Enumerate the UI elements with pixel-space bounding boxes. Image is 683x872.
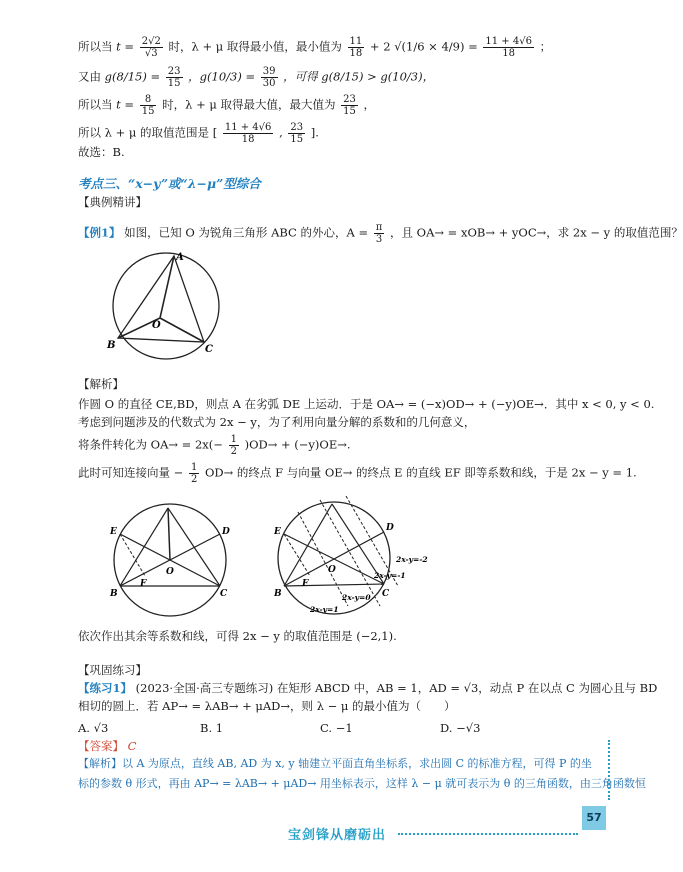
- option-b: B. 1: [200, 721, 224, 735]
- fraction: [483, 36, 534, 59]
- answer-choice: 故选：B.: [78, 145, 125, 159]
- frac-den: 2: [230, 446, 237, 457]
- math: t =: [116, 97, 135, 112]
- result-line-min: [78, 36, 551, 59]
- frac-num: π: [375, 222, 383, 233]
- text: ，且 OA→ = xOB→ + yOC→，求 2x − y 的取值范围？: [389, 225, 683, 240]
- decorative-dotted-line-horizontal: [398, 833, 578, 835]
- frac-den: 18: [502, 48, 516, 59]
- section-title: 考点三、“x−y”或“λ−μ”型综合: [78, 176, 261, 191]
- triangle: [118, 256, 204, 342]
- vector-oa: [168, 508, 170, 560]
- frac-num: 2√2: [141, 36, 161, 47]
- range-line: [78, 122, 319, 145]
- label-c: C: [382, 589, 390, 599]
- fraction: [288, 122, 305, 145]
- text: 时，λ + μ 取得最小值，最小值为: [168, 39, 342, 54]
- answer-line: [78, 738, 136, 754]
- frac-num: 23: [343, 94, 356, 105]
- text: ，: [363, 97, 376, 112]
- label-a: A: [176, 252, 184, 263]
- solution-p1: 作圆 O 的直径 CE,BD，则点 A 在劣弧 DE 上运动．于是 OA→ = (−x)OD→ + (−y)OE→．其中 x < 0, y < 0.: [78, 397, 655, 411]
- frac-num: 11 + 4√6: [224, 122, 272, 133]
- label-b: B: [107, 340, 116, 351]
- circle: [113, 253, 219, 359]
- fraction: [140, 36, 163, 59]
- fraction: [223, 122, 274, 145]
- footer-slogan: 宝剑锋从磨砺出: [288, 828, 387, 843]
- practice-solution-2: 标的参数 θ 形式，再由 AP→ = λAB→ + μAD→ 用坐标表示，这样 λ − μ 就可表示为 θ 的三角函数，由三角函数恒: [78, 777, 646, 790]
- math: g(8/15) =: [104, 69, 161, 84]
- label-b: B: [110, 589, 118, 599]
- diameter-bd: [284, 532, 384, 586]
- example-1-question: [78, 222, 683, 245]
- label-f: F: [140, 579, 147, 589]
- subheading-practice: 【巩固练习】: [78, 663, 147, 677]
- side-ac: [168, 508, 220, 586]
- fraction: [140, 94, 157, 117]
- solution-conclusion: 依次作出其余等系数和线，可得 2x − y 的取值范围是 (−2,1).: [78, 629, 397, 643]
- math: ，可得 g(8/15) > g(10/3)，: [283, 69, 435, 84]
- frac-num: 23: [290, 122, 304, 133]
- side-bc: [284, 584, 384, 586]
- answer-tag: 【答案】: [78, 739, 124, 753]
- figure-diameters: [108, 494, 240, 622]
- label-f: F: [302, 579, 309, 589]
- practice-solution-1: 【解析】以 A 为原点，直线 AB, AD 为 x, y 轴建立平面直角坐标系，求出圆 C 的标准方程，可得 P 的坐: [78, 757, 592, 770]
- option-a: A. √3: [78, 721, 109, 735]
- text: 所以当: [78, 97, 113, 112]
- math: ，g(10/3) =: [188, 69, 256, 84]
- text: 又由: [78, 69, 101, 84]
- label-e: E: [274, 527, 281, 537]
- frac-den: 15: [343, 106, 356, 117]
- fraction: [189, 462, 199, 485]
- text: 如图，已知 O 为锐角三角形 ABC 的外心，A =: [124, 225, 369, 240]
- label-o: O: [152, 320, 161, 331]
- page-number: 57: [582, 806, 606, 830]
- frac-num: 39: [262, 66, 276, 77]
- solution-p3: [78, 434, 351, 457]
- example-tag: 【例1】: [78, 225, 121, 240]
- text: 所以当: [78, 39, 113, 54]
- fraction: [348, 36, 365, 59]
- solution-heading: 【解析】: [78, 377, 124, 391]
- level-line-0: [298, 512, 348, 606]
- frac-den: 2: [190, 474, 198, 485]
- label-d: D: [386, 523, 394, 533]
- text: + 2: [369, 39, 391, 54]
- frac-den: 15: [290, 134, 304, 145]
- label-b: B: [274, 589, 282, 599]
- label-line-1: 2x-y=1: [310, 605, 339, 614]
- fraction: [229, 434, 239, 457]
- result-line-max: [78, 94, 375, 117]
- fraction: [166, 66, 183, 89]
- text: 此时可知连接向量 −: [78, 465, 184, 480]
- frac-num: 11 + 4√6: [485, 36, 532, 47]
- frac-den: 15: [141, 106, 155, 117]
- subheading-typical: 【典例精讲】: [78, 195, 147, 209]
- option-d: D. −√3: [440, 721, 481, 735]
- frac-num: 8: [140, 94, 157, 106]
- text: ,: [279, 125, 283, 140]
- circle: [278, 502, 390, 614]
- frac-num: 1: [190, 462, 198, 473]
- bracket: [: [212, 125, 218, 140]
- text: ；: [539, 39, 552, 54]
- label-o: O: [328, 565, 336, 575]
- label-line-minus2: 2x-y=-2: [396, 555, 428, 564]
- text: =: [468, 39, 478, 54]
- text: (2023·全国·高三专题练习) 在矩形 ABCD 中，AB = 1，AD = √3，动点 P 在以点 C 为圆心且与 BD: [135, 681, 658, 695]
- label-line-0: 2x-y=0: [342, 593, 371, 602]
- label-e: E: [110, 527, 117, 537]
- text: 时，λ + μ 取得最大值，最大值为: [162, 97, 336, 112]
- text: 所以 λ + μ 的取值范围是: [78, 125, 210, 140]
- label-o: O: [166, 567, 174, 577]
- frac-num: 1: [230, 434, 237, 445]
- text: OD→ 的终点 F 与向量 OE→ 的终点 E 的直线 EF 即等系数和线，于是 2x − y = 1.: [204, 465, 637, 480]
- frac-den: 3: [375, 234, 383, 245]
- label-line-minus1: 2x-y=-1: [374, 571, 406, 580]
- figure-triangle-circumcircle: [104, 248, 232, 360]
- answer-value: C: [127, 739, 137, 753]
- fraction: [374, 222, 385, 245]
- bracket: ].: [310, 125, 319, 140]
- practice-1-question-cont: 相切的圆上．若 AP→ = λAB→ + μAD→，则 λ − μ 的最小值为（ ）: [78, 699, 456, 713]
- compare-line: [78, 66, 434, 89]
- decorative-dotted-line-vertical: [608, 740, 610, 800]
- practice-tag: 【练习1】: [78, 681, 133, 695]
- math: t =: [116, 39, 135, 54]
- frac-den: √3: [144, 48, 158, 59]
- fraction: [261, 66, 278, 89]
- frac-num: 11: [349, 36, 363, 47]
- label-c: C: [205, 344, 213, 355]
- fraction: [341, 94, 358, 117]
- frac-num: 23: [167, 66, 181, 77]
- text: )OD→ + (−y)OE→.: [244, 437, 351, 452]
- frac-den: 18: [349, 48, 363, 59]
- label-c: C: [220, 589, 228, 599]
- sqrt-expr: √(1/6 × 4/9): [394, 39, 465, 54]
- practice-1-question: [78, 680, 657, 696]
- frac-den: 18: [241, 134, 255, 145]
- figure-level-lines: [262, 494, 434, 622]
- frac-den: 30: [262, 78, 276, 89]
- solution-p2: 考虑到问题涉及的代数式为 2x − y，为了利用向量分解的系数和的几何意义，: [78, 415, 476, 429]
- text: 将条件转化为 OA→ = 2x(−: [78, 437, 223, 452]
- frac-den: 15: [167, 78, 181, 89]
- option-c: C. −1: [320, 721, 353, 735]
- solution-p4: [78, 462, 637, 485]
- label-d: D: [222, 527, 230, 537]
